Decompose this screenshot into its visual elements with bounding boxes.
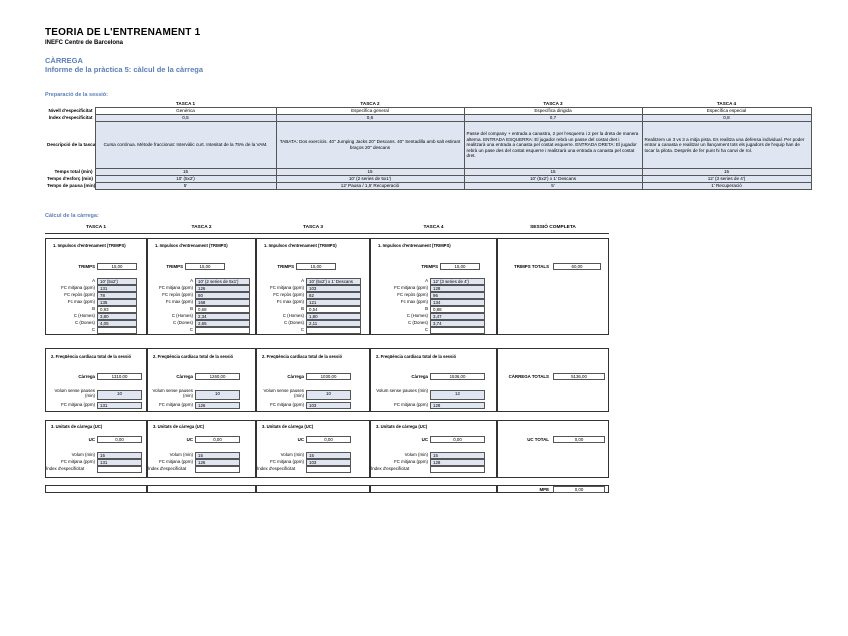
uc-label: UC (186, 437, 193, 442)
fc-mitjana-label: FC mitjana (ppm) (61, 459, 95, 464)
trimps-label: TRIMPS (166, 264, 183, 269)
fc-mitjana-label: FC mitjana (ppm) (159, 459, 193, 464)
calc-col-header: TASCA 1 (86, 225, 106, 230)
table-cell[interactable]: 12' Pausa / 1,5' Recuperació (276, 183, 464, 190)
fc-mitjana-value[interactable]: 128 (430, 459, 485, 466)
param-label: Fc max (ppm) (400, 299, 428, 304)
param-value[interactable]: 3,47 (430, 313, 485, 320)
uc-value[interactable]: 0,00 (306, 436, 351, 443)
table-cell[interactable]: TABATA: Dos exercicis. 40" Jumping Jacks 20" Descans. 40" Sentadilla amb salt estirant braços 20" descans (276, 122, 464, 169)
report-subtitle: Informe de la pràctica 5: càlcul de la càrrega (45, 65, 203, 74)
table-cell[interactable]: 10' (2 series de 5x1') (276, 176, 464, 183)
calc-section-box (370, 485, 497, 493)
uc-total-label: UC TOTAL (527, 437, 549, 442)
trimps-value[interactable]: 15,00 (185, 263, 225, 270)
trimps-label: TRIMPS (421, 264, 438, 269)
fc-mitjana-label: FC mitjana (ppm) (61, 402, 95, 407)
fc-title: 2. Freqüència cardíaca total de la sessió (376, 354, 457, 359)
table-cell[interactable]: Específica dirigida (464, 108, 642, 115)
index-label: Índex d'especificitat (148, 466, 187, 471)
prep-table (45, 101, 812, 190)
trimps-value[interactable]: 15,00 (440, 263, 480, 270)
param-label: Fc max (ppm) (67, 299, 95, 304)
trimps-title: 1. Impulsos d'entrenament (TRIMPS) (155, 243, 228, 248)
param-label: B (190, 306, 193, 311)
fc-title: 2. Freqüència cardíaca total de la sessió (51, 354, 132, 359)
fc-mitjana-label: FC mitjana (ppm) (270, 402, 304, 407)
prep-row-nivell (45, 108, 811, 115)
index-value[interactable] (430, 466, 485, 473)
table-cell[interactable]: 15 (642, 169, 811, 176)
table-cell[interactable]: 0,7 (464, 115, 642, 122)
fc-mitjana-value[interactable]: 131 (97, 402, 142, 409)
carrega-label: Càrrega (287, 374, 304, 379)
fc-mitjana-value[interactable]: 126 (195, 402, 240, 409)
calc-section-box (147, 485, 256, 493)
param-value[interactable]: 126 (195, 285, 250, 292)
param-value[interactable]: 12' (3 series de 4') (430, 278, 485, 285)
param-label: FC repòs (ppm) (273, 292, 304, 297)
prep-col-header: TASCA 4 (716, 101, 737, 106)
param-label: C (Homes) (282, 313, 304, 318)
calc-section-box (45, 485, 147, 493)
trimps-title: 1. Impulsos d'entrenament (TRIMPS) (378, 243, 451, 248)
param-value[interactable]: 0,93 (97, 306, 137, 313)
calc-section-box (497, 420, 609, 478)
param-label: C (Homes) (406, 313, 428, 318)
param-value[interactable]: 78 (97, 292, 137, 299)
uc-value[interactable]: 0,00 (430, 436, 485, 443)
trimps-label: TRIMPS (78, 264, 95, 269)
param-value[interactable]: 96 (430, 292, 485, 299)
index-label: Índex d'especificitat (371, 466, 410, 471)
fc-mitjana-label: FC mitjana (ppm) (394, 402, 428, 407)
volum-value[interactable]: 15 (195, 452, 240, 459)
trimps-value[interactable]: 15,00 (97, 263, 137, 270)
trimps-label: TRIMPS (277, 264, 294, 269)
uc-title: 3. Unitats de càrrega (UC) (262, 424, 314, 429)
param-label: FC repòs (ppm) (397, 292, 428, 297)
prep-row-temps-total (45, 169, 811, 176)
calc-col-header: TASCA 3 (303, 225, 323, 230)
carrega-value[interactable]: 1536,00 (430, 373, 485, 380)
param-value[interactable]: 128 (430, 285, 485, 292)
carrega-total-value[interactable]: 5136,00 (553, 373, 605, 380)
volum-label: Volum (min) (280, 452, 304, 457)
table-cell[interactable]: 1' Recuperació (642, 183, 811, 190)
param-value[interactable]: 10' (2 series de 5x1') (195, 278, 250, 285)
fc-title: 2. Freqüència cardíaca total de la sessió (262, 354, 343, 359)
param-label: C (300, 327, 304, 332)
prep-heading: Preparació de la sessió: (45, 92, 108, 98)
volum-pauses-value[interactable]: 12 (430, 390, 485, 400)
param-label: FC mitjana (ppm) (61, 285, 95, 290)
fc-mitjana-value[interactable]: 103 (306, 459, 351, 466)
param-value[interactable]: 2,11 (306, 320, 361, 327)
param-value[interactable]: 134 (430, 299, 485, 306)
param-value[interactable]: 103 (306, 285, 361, 292)
param-value[interactable] (195, 327, 250, 334)
volum-value[interactable]: 15 (97, 452, 142, 459)
volum-pauses-value[interactable]: 10 (306, 390, 351, 400)
trimps-title: 1. Impulsos d'entrenament (TRIMPS) (264, 243, 337, 248)
prep-row-temps-esforc (45, 176, 811, 183)
fc-mitjana-value[interactable]: 131 (97, 459, 142, 466)
param-label: FC repòs (ppm) (64, 292, 95, 297)
row-label: Temps total (min) (54, 169, 93, 174)
param-label: C (424, 327, 428, 332)
volum-label: Volum (min) (404, 452, 428, 457)
row-label: Temps d'esforç (min) (47, 176, 93, 181)
param-label: B (92, 306, 95, 311)
mpe-label: MPE (539, 487, 549, 492)
param-value[interactable]: 0,68 (195, 306, 250, 313)
uc-title: 3. Unitats de càrrega (UC) (376, 424, 428, 429)
param-label: FC mitjana (ppm) (270, 285, 304, 290)
param-value[interactable]: 82 (306, 292, 361, 299)
uc-label: UC (421, 437, 428, 442)
param-label: FC mitjana (ppm) (394, 285, 428, 290)
uc-title: 3. Unitats de càrrega (UC) (51, 424, 103, 429)
fc-mitjana-value[interactable]: 126 (195, 459, 240, 466)
table-cell[interactable]: 0,8 (642, 115, 811, 122)
param-value[interactable] (97, 327, 137, 334)
param-label: Fc max (ppm) (165, 299, 193, 304)
table-cell[interactable]: 12' (3 series de 4') (642, 176, 811, 183)
table-cell[interactable]: 0,6 (276, 115, 464, 122)
prep-row-index (45, 115, 811, 122)
carrega-value[interactable]: 1310,00 (97, 373, 142, 380)
volum-pauses-label: Volum sense pauses (min) (376, 388, 428, 393)
fc-mitjana-label: FC mitjana (ppm) (394, 459, 428, 464)
table-cell[interactable]: Realitzem un 3 vs 3 a mitja pista. Es realitza una defensa individual. Per poder entrar a canasta e realitzar un llançament tots els jugadors de l'equip han de tocar la pilota. Després de fer punt hi ha canvi de rol. (642, 122, 811, 169)
index-value[interactable] (195, 466, 240, 473)
carrega-label: Càrrega (411, 374, 428, 379)
param-value[interactable]: 131 (97, 285, 137, 292)
volum-value[interactable]: 15 (430, 452, 485, 459)
param-value[interactable]: 121 (306, 299, 361, 306)
row-label: Descripció de la tasca (47, 142, 95, 147)
prep-row-desc (45, 122, 811, 169)
volum-label: Volum (min) (169, 452, 193, 457)
param-value[interactable]: 4,05 (97, 320, 137, 327)
carrega-value[interactable]: 1030,00 (306, 373, 351, 380)
trimps-total-value[interactable]: 60,00 (553, 263, 601, 270)
prep-row-temps-pausa (45, 183, 811, 190)
trimps-title: 1. Impulsos d'entrenament (TRIMPS) (53, 243, 126, 248)
fc-mitjana-value[interactable]: 103 (306, 402, 351, 409)
param-label: A (92, 278, 95, 283)
calc-col-header: SESSIÓ COMPLETA (530, 225, 576, 230)
table-cell[interactable]: 5' (464, 183, 642, 190)
carrega-label: Càrrega (176, 374, 193, 379)
calc-col-header: TASCA 2 (191, 225, 212, 230)
table-cell[interactable]: 10' (5x2') x 1' Descans (464, 176, 642, 183)
carrega-value[interactable]: 1260,00 (195, 373, 240, 380)
param-value[interactable]: 168 (195, 299, 250, 306)
index-value[interactable] (97, 466, 142, 473)
param-value[interactable]: 2,34 (195, 313, 250, 320)
param-label: FC mitjana (ppm) (159, 285, 193, 290)
fc-title: 2. Freqüència cardíaca total de la sessió (153, 354, 234, 359)
param-value[interactable]: 10' (5x2') x 1' Descans (306, 278, 361, 285)
param-label: C (Dones) (407, 320, 428, 325)
calc-section-box (256, 485, 370, 493)
volum-label: Volum (min) (71, 452, 95, 457)
row-label: Nivell d'especificitat (48, 108, 93, 113)
table-cell[interactable]: Cursa contínua. Mètode fraccionat: Intervàlic curt. Intesitat de la 75% de la VAM. (95, 122, 276, 169)
param-label: A (301, 278, 304, 283)
fc-mitjana-label: FC mitjana (ppm) (270, 459, 304, 464)
table-cell[interactable]: 5' (95, 183, 276, 190)
volum-pauses-value[interactable]: 10 (195, 390, 240, 400)
param-value[interactable]: 2,65 (195, 320, 250, 327)
param-label: C (Homes) (73, 313, 95, 318)
index-label: Índex d'especificitat (46, 466, 85, 471)
calc-section-box (497, 238, 609, 335)
param-value[interactable]: 0,54 (306, 306, 361, 313)
trimps-total-label: TRIMPS TOTALS (514, 264, 549, 269)
param-label: C (Dones) (74, 320, 95, 325)
section-heading: CÀRREGA (45, 56, 83, 65)
param-value[interactable]: 3,80 (97, 313, 137, 320)
row-label: Temps de pausa (min) (47, 183, 95, 188)
param-label: C (91, 327, 95, 332)
index-label: Índex d'especificitat (257, 466, 296, 471)
calc-col-header: TASCA 4 (423, 225, 444, 230)
row-label: Índex d'especificitat (48, 115, 93, 120)
uc-title: 3. Unitats de càrrega (UC) (153, 424, 205, 429)
table-cell[interactable]: 15 (276, 169, 464, 176)
volum-pauses-value[interactable]: 10 (97, 390, 142, 400)
param-value[interactable] (306, 327, 361, 334)
carrega-label: Càrrega (78, 374, 95, 379)
table-cell[interactable]: Genèrica (95, 108, 276, 115)
volum-value[interactable]: 15 (306, 452, 351, 459)
prep-col-header: TASCA 3 (543, 101, 563, 106)
uc-total-value[interactable]: 0,00 (553, 436, 605, 443)
prep-col-header: TASCA 2 (360, 101, 380, 106)
table-cell[interactable]: 15 (95, 169, 276, 176)
param-value[interactable]: 1,80 (306, 313, 361, 320)
uc-value[interactable]: 0,00 (97, 436, 142, 443)
uc-label: UC (297, 437, 304, 442)
prep-col-header: TASCA 1 (175, 101, 196, 106)
param-label: A (425, 278, 428, 283)
table-cell[interactable]: 15 (464, 169, 642, 176)
mpe-value[interactable]: 0,00 (553, 486, 605, 493)
param-value[interactable]: 80 (195, 292, 250, 299)
calc-header-line (45, 233, 609, 234)
fc-mitjana-label: FC mitjana (ppm) (159, 402, 193, 407)
param-label: FC repòs (ppm) (162, 292, 193, 297)
param-label: A (190, 278, 193, 283)
table-cell[interactable]: Específica general (276, 108, 464, 115)
document-title: TEORIA DE L'ENTRENAMENT 1 (45, 27, 201, 38)
param-value[interactable]: 0,88 (430, 306, 485, 313)
fc-mitjana-value[interactable]: 128 (430, 402, 485, 409)
institution-name: INEFC Centre de Barcelona (45, 40, 124, 46)
param-label: B (301, 306, 304, 311)
volum-pauses-label: Volum sense pauses (min) (263, 388, 304, 398)
param-label: C (Dones) (283, 320, 304, 325)
volum-pauses-label: Volum sense pauses (min) (152, 388, 193, 398)
table-cell[interactable]: Específica especial (642, 108, 811, 115)
calc-heading: Càlcul de la càrrega: (45, 213, 99, 219)
param-label: B (425, 306, 428, 311)
param-value[interactable]: 135 (97, 299, 137, 306)
table-cell[interactable]: 10' (5x2') (95, 176, 276, 183)
param-value[interactable]: 3,74 (430, 320, 485, 327)
carrega-total-label: CÀRREGA TOTALS (508, 374, 549, 379)
table-cell[interactable]: 0,5 (95, 115, 276, 122)
param-value[interactable]: 10' (5x2') (97, 278, 137, 285)
uc-label: UC (88, 437, 95, 442)
param-label: Fc max (ppm) (276, 299, 304, 304)
param-value[interactable] (430, 327, 485, 334)
calc-section-box (497, 348, 609, 412)
param-label: C (Homes) (171, 313, 193, 318)
uc-value[interactable]: 0,00 (195, 436, 240, 443)
param-label: C (Dones) (172, 320, 193, 325)
index-value[interactable] (306, 466, 351, 473)
param-label: C (189, 327, 193, 332)
table-cell[interactable]: Passe del company + entrada a canastra, 2 per l'esquerra i 2 per la dreta de manera alterna. ENTRADA ESQUERRA: El jugador rebrà un passe del costat dret i realitzarà una entrada a canasta pel costat esquerre. ENTRADA DRETA: El jugador rebrà un pase des del costat esquerre i realitzarà una entrada a canasta pel costat dret. (464, 122, 642, 169)
trimps-value[interactable]: 15,00 (296, 263, 336, 270)
volum-pauses-label: Volum sense pauses (min) (54, 388, 95, 398)
